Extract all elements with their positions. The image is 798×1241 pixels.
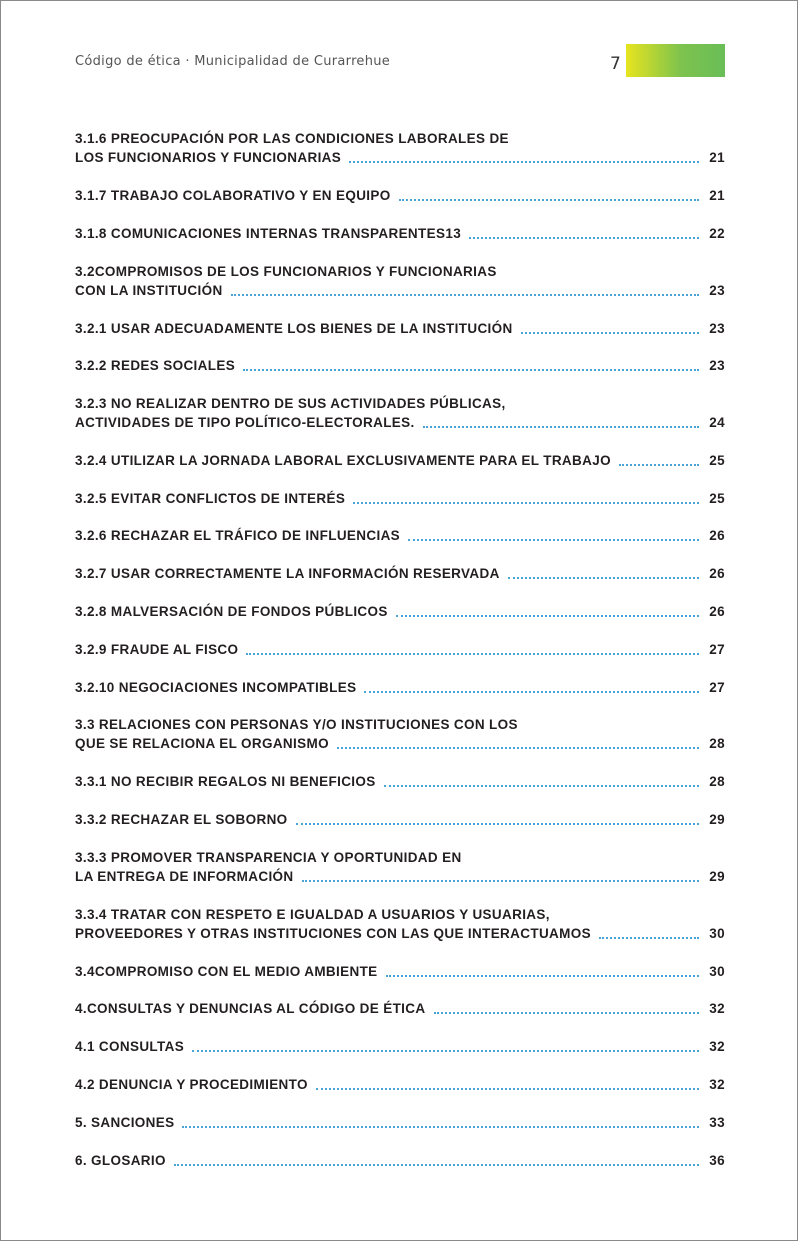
toc-entry-page: 21	[709, 150, 725, 165]
toc-entry-page: 32	[709, 1001, 725, 1016]
toc-entry-title: 3.2.7 USAR CORRECTAMENTE LA INFORMACIÓN RESERVADA	[75, 566, 500, 581]
toc-entry[interactable]	[75, 1075, 725, 1094]
toc-entry-page: 29	[709, 869, 725, 884]
toc-entry[interactable]	[75, 1113, 725, 1132]
dotted-leader	[384, 785, 699, 787]
toc-entry-title-line: 3.1.6 PREOCUPACIÓN POR LAS CONDICIONES LABORALES DE	[75, 131, 509, 146]
toc-entry-page: 23	[709, 321, 725, 336]
toc-entry-page: 27	[709, 680, 725, 695]
dotted-leader	[296, 823, 699, 825]
toc-entry[interactable]	[75, 564, 725, 583]
toc-entry-page: 25	[709, 453, 725, 468]
toc-entry-page: 29	[709, 812, 725, 827]
toc-entry[interactable]	[75, 848, 725, 886]
dotted-leader	[399, 199, 699, 201]
dotted-leader	[337, 747, 699, 749]
toc-entry-title: 3.2.9 FRAUDE AL FISCO	[75, 642, 239, 657]
toc-entry-title: 3.2.2 REDES SOCIALES	[75, 358, 236, 373]
toc-entry-title: PROVEEDORES Y OTRAS INSTITUCIONES CON LAS QUE INTERACTUAMOS	[75, 926, 591, 941]
toc-entry-page: 33	[709, 1115, 725, 1130]
toc-entry-page: 26	[709, 566, 725, 581]
dotted-leader	[231, 294, 699, 296]
toc-entry-title: 4.CONSULTAS Y DENUNCIAS AL CÓDIGO DE ÉTICA	[75, 1001, 426, 1016]
dotted-leader	[243, 369, 699, 371]
toc-entry[interactable]	[75, 1037, 725, 1056]
toc-entry[interactable]	[75, 489, 725, 508]
dotted-leader	[469, 237, 699, 239]
toc-entry[interactable]	[75, 602, 725, 621]
dotted-leader	[353, 502, 699, 504]
toc-entry-page: 25	[709, 491, 725, 506]
toc-entry[interactable]	[75, 394, 725, 432]
toc-entry-title: LOS FUNCIONARIOS Y FUNCIONARIAS	[75, 150, 342, 165]
toc-entry-page: 21	[709, 188, 725, 203]
dotted-leader	[434, 1012, 700, 1014]
toc-entry-title: 3.2.8 MALVERSACIÓN DE FONDOS PÚBLICOS	[75, 604, 388, 619]
page-number: 7	[610, 54, 621, 74]
toc-entry-title: 3.1.8 COMUNICACIONES INTERNAS TRANSPARENTES13	[75, 226, 462, 241]
toc-entry[interactable]	[75, 678, 725, 697]
toc-entry-title: 3.4COMPROMISO CON EL MEDIO AMBIENTE	[75, 964, 378, 979]
toc-entry-page: 26	[709, 604, 725, 619]
toc-entry-page: 30	[709, 964, 725, 979]
toc-entry-title: QUE SE RELACIONA EL ORGANISMO	[75, 736, 329, 751]
toc-entry-page: 28	[709, 774, 725, 789]
toc-entry-title-line: 3.3.3 PROMOVER TRANSPARENCIA Y OPORTUNIDAD EN	[75, 850, 462, 865]
toc-entry-title: 3.3.2 RECHAZAR EL SOBORNO	[75, 812, 288, 827]
dotted-leader	[521, 332, 699, 334]
toc-entry-title-line: 3.3.4 TRATAR CON RESPETO E IGUALDAD A USUARIOS Y USUARIAS,	[75, 907, 550, 922]
toc-entry[interactable]	[75, 905, 725, 943]
running-header-title: Código de ética · Municipalidad de Curarrehue	[75, 54, 391, 69]
toc-entry-title-line: 3.2COMPROMISOS DE LOS FUNCIONARIOS Y FUNCIONARIAS	[75, 264, 497, 279]
toc-entry-title: 3.2.4 UTILIZAR LA JORNADA LABORAL EXCLUSIVAMENTE PARA EL TRABAJO	[75, 453, 611, 468]
toc-entry-page: 26	[709, 528, 725, 543]
toc-entry[interactable]	[75, 962, 725, 981]
toc-entry-title: 3.1.7 TRABAJO COLABORATIVO Y EN EQUIPO	[75, 188, 391, 203]
toc-entry-title: 4.1 CONSULTAS	[75, 1039, 185, 1054]
dotted-leader	[386, 975, 699, 977]
toc-entry-title: 3.2.1 USAR ADECUADAMENTE LOS BIENES DE LA INSTITUCIÓN	[75, 321, 513, 336]
toc-entry-title: CON LA INSTITUCIÓN	[75, 283, 223, 298]
dotted-leader	[508, 577, 699, 579]
toc-entry[interactable]	[75, 356, 725, 375]
toc-entry[interactable]	[75, 999, 725, 1018]
toc-entry-page: 36	[709, 1153, 725, 1168]
toc-entry[interactable]	[75, 451, 725, 470]
toc-entry[interactable]	[75, 772, 725, 791]
toc-entry-page: 28	[709, 736, 725, 751]
toc-entry[interactable]	[75, 224, 725, 243]
toc-entry-title: 3.2.10 NEGOCIACIONES INCOMPATIBLES	[75, 680, 357, 695]
dotted-leader	[408, 539, 699, 541]
toc-entry-title: 6. GLOSARIO	[75, 1153, 166, 1168]
dotted-leader	[246, 653, 699, 655]
dotted-leader	[182, 1126, 699, 1128]
dotted-leader	[396, 615, 699, 617]
dotted-leader	[599, 937, 699, 939]
toc-entry-page: 22	[709, 226, 725, 241]
toc-entry-page: 30	[709, 926, 725, 941]
toc-entry[interactable]	[75, 810, 725, 829]
toc-entry[interactable]	[75, 715, 725, 753]
toc-entry-page: 32	[709, 1039, 725, 1054]
toc-entry[interactable]	[75, 526, 725, 545]
toc-entry-page: 23	[709, 283, 725, 298]
dotted-leader	[423, 426, 699, 428]
toc-entry-title-line: 3.2.3 NO REALIZAR DENTRO DE SUS ACTIVIDADES PÚBLICAS,	[75, 396, 506, 411]
dotted-leader	[316, 1088, 699, 1090]
toc-entry-page: 32	[709, 1077, 725, 1092]
dotted-leader	[619, 464, 699, 466]
toc-entry-title: LA ENTREGA DE INFORMACIÓN	[75, 869, 294, 884]
toc-entry[interactable]	[75, 186, 725, 205]
toc-entry[interactable]	[75, 129, 725, 167]
toc-entry-title: 3.3.1 NO RECIBIR REGALOS NI BENEFICIOS	[75, 774, 376, 789]
toc-entry[interactable]	[75, 262, 725, 300]
dotted-leader	[364, 691, 699, 693]
toc-entry[interactable]	[75, 640, 725, 659]
dotted-leader	[174, 1164, 699, 1166]
dotted-leader	[302, 880, 700, 882]
dotted-leader	[192, 1050, 699, 1052]
toc-entry-title-line: 3.3 RELACIONES CON PERSONAS Y/O INSTITUCIONES CON LOS	[75, 717, 518, 732]
toc-entry-page: 23	[709, 358, 725, 373]
header-color-bar	[626, 44, 725, 77]
dotted-leader	[349, 161, 699, 163]
toc-entry[interactable]	[75, 319, 725, 338]
toc-entry-title: ACTIVIDADES DE TIPO POLÍTICO-ELECTORALES.	[75, 415, 415, 430]
toc-entry-page: 27	[709, 642, 725, 657]
toc-entry[interactable]	[75, 1151, 725, 1170]
toc-entry-title: 3.2.6 RECHAZAR EL TRÁFICO DE INFLUENCIAS	[75, 528, 401, 543]
toc-entry-title: 5. SANCIONES	[75, 1115, 175, 1130]
toc-entry-title: 4.2 DENUNCIA Y PROCEDIMIENTO	[75, 1077, 308, 1092]
toc-entry-title: 3.2.5 EVITAR CONFLICTOS DE INTERÉS	[75, 491, 346, 506]
toc-entry-page: 24	[709, 415, 725, 430]
